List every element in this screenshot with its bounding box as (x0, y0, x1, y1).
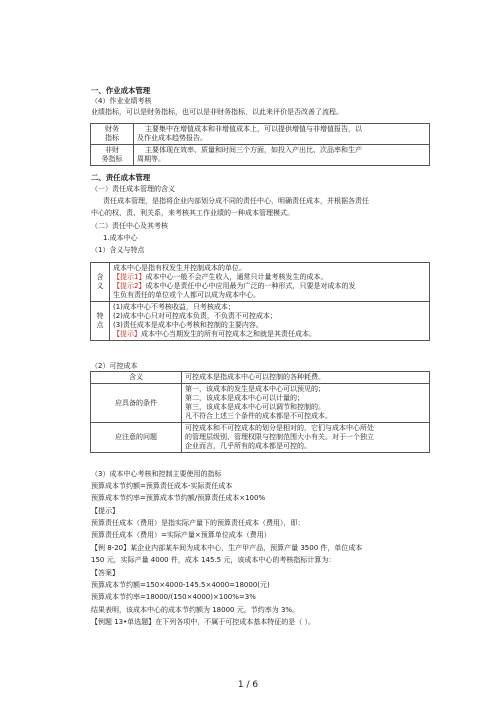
subheading: （2）可控成本 (91, 362, 138, 370)
subheading: 1.成本中心 (103, 234, 138, 242)
table-row (91, 302, 430, 341)
paragraph-line: 中心的权、责、利关系，来考核其工作业绩的一种成本管理模式。 (91, 209, 294, 217)
subheading: （4）作业业绩考核 (91, 97, 152, 105)
table-row (91, 145, 430, 166)
table-cell: (1)成本中心不考核收益，只考核成本； (2)成本中心只对可控成本负责，不负责不可控成本； (3)责任成本是成本中心考核和控制的主要内容。 【提示】成本中心当期发生的所有可控成本之和就是其责任成本。 (110, 302, 430, 341)
question-tag: 【例题 13•单选题】 (91, 618, 156, 626)
formula: 预算成本节约额=预算责任成本-实际责任成本 (91, 482, 233, 490)
subheading: （1）含义与特点 (91, 246, 145, 254)
section-heading-2: 二、责任成本管理 (91, 173, 151, 182)
paragraph: 结果表明，该成本中心的成本节约额为 18000 元，节约率为 3%。 (91, 606, 300, 614)
table-cell: 成本中心是指有权发生并控制成本的单位。 【提示1】成本中心一般不会产生收入，通常只计量考核发生的成本。 【提示2】成本中心是责任中心中应用最为广泛的一种形式，只要是对成本的发 生负有责任的单位或个人都可以成为成本中心。 (110, 263, 430, 302)
paragraph-line: 责任成本管理，是指将企业内部划分成不同的责任中心，明确责任成本，并根据各责任 (103, 197, 369, 205)
table-cell: 主要体现在效率、质量和时间三个方面，如投入产出比、次品率和生产 周期等。 (134, 145, 430, 166)
calculation: 预算成本节约率=18000/(150×4000)×100%=3% (91, 593, 256, 601)
subheading: （二）责任中心及其考核 (91, 222, 168, 230)
table-cell: 可控成本和不可控成本的划分是相对的，它们与成本中心所处 的管理层级别、管理权限与控制范围大小有关。对于一个独立 企业而言，几乎所有的成本都是可控的。 (182, 423, 430, 453)
question-line: 【例题 13•单选题】在下列各项中，不属于可控成本基本特征的是（ ）。 (91, 618, 315, 626)
cost-center-table (90, 262, 430, 341)
table-cell: 应具备的条件 (91, 384, 182, 423)
paragraph: 预算责任成本（费用）是指实际产量下的预算责任成本（费用），即： (91, 519, 305, 527)
paragraph: 业绩指标，可以是财务指标，也可以是非财务指标，以此来评价是否改善了流程。 (91, 108, 343, 116)
controllable-cost-table (90, 371, 430, 453)
table-cell: 应注意的问题 (91, 423, 182, 453)
formula: 预算责任成本（费用）=实际产量×预算单位成本（费用） (91, 531, 271, 539)
table-row (91, 372, 430, 384)
subheading: （一）责任成本管理的含义 (91, 185, 175, 193)
subheading: （3）成本中心考核和控制主要使用的指标 (91, 470, 222, 478)
table-row (91, 384, 430, 423)
example-line: 150 元，实际产量 4000 件，成本 145.5 元，该成本中心的考核指标计算为： (91, 556, 336, 564)
table-row (91, 124, 430, 145)
tip-label: 【提示】 (91, 507, 119, 515)
table-row (91, 423, 430, 453)
table-cell: 非财 务指标 (91, 145, 134, 166)
section-heading-1: 一、作业成本管理 (91, 86, 151, 95)
table-cell: 第一，该成本的发生是成本中心可以预见的； 第二，该成本是成本中心可以计量的； 第三，该成本是成本中心可以调节和控制的。 凡不符合上述三个条件的成本都是不可控成本。 (182, 384, 430, 423)
table-cell: 特 点 (91, 302, 110, 341)
calculation: 预算成本节约额=150×4000-145.5×4000=18000(元) (91, 581, 270, 589)
table-cell: 财务 指标 (91, 124, 134, 145)
example-tag: 【例 8-20】 (91, 544, 131, 552)
table-cell: 可控成本是指成本中心可以控制的各种耗费。 (182, 372, 430, 384)
answer-label: 【答案】 (91, 569, 119, 577)
table-cell: 含 义 (91, 263, 110, 302)
example-line: 【例 8-20】某企业内部某车间为成本中心，生产甲产品，预算产量 3500 件，单位成本 (91, 544, 363, 552)
formula: 预算成本节约率=预算成本节约额/预算责任成本×100% (91, 494, 266, 502)
metrics-table (90, 123, 430, 166)
table-cell: 主要集中在增值成本和非增值成本上，可以提供增值与非增值报告，以 及作业成本趋势报告。 (134, 124, 430, 145)
table-cell: 含义 (91, 372, 182, 384)
table-row (91, 263, 430, 302)
page-number: 1 / 6 (237, 680, 259, 690)
